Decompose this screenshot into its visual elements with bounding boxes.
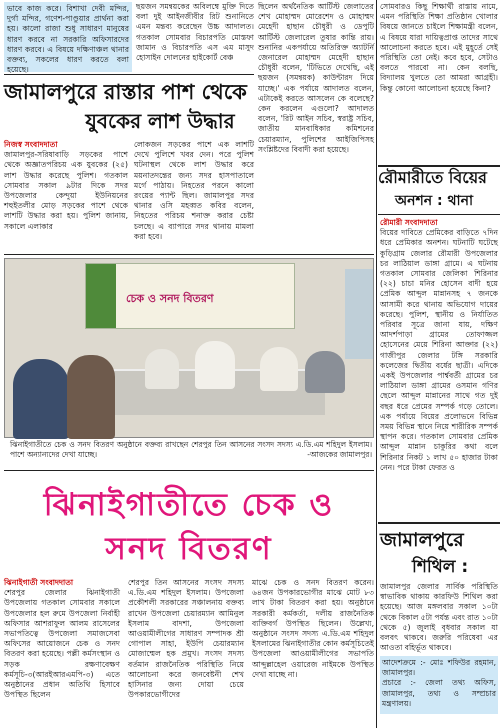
person <box>260 347 298 391</box>
far-right-notice <box>380 656 498 714</box>
person <box>67 355 115 439</box>
divider <box>378 522 500 524</box>
caption-text: ঝিনাইগাতীতে চেক ও সনদ বিতরণ অনুষ্ঠানে বক্তব্য রাখছেন শেরপুর তিন আসনের সংসদ সদস্য এ.ডি.এম শহিদুল ইসলাম। পাশে অন্যান্যদের দেখা যাচ্ছে। <box>10 440 372 459</box>
divider <box>378 165 500 167</box>
check-story-col-1 <box>4 578 120 724</box>
event-photo <box>4 258 374 438</box>
divider <box>4 470 374 471</box>
check-headline-line-1: ঝিনাইগাতীতে চেক ও <box>43 487 335 523</box>
notice-line-1: আদেশক্রমে :- মোঃ শফিউর রহমান, জামালপুর। <box>382 658 496 678</box>
far-right-top-snippet: সোমবারও কিছু শিক্ষার্থী রাস্তায় নামে, এমন পরিস্থিতি শিক্ষা প্রতিষ্ঠান খোলার বিষয়ে জানতে চাইলে শিক্ষামন্ত্রী বলেন, এ বিষয়ে যারা দায়িত্বপ্রাপ্ত তাদের সাথে আলোচনা করতে হবে। এই মুহূর্তে সেই পরিস্থিতি তো নেই। কবে হবে, সেটাও বলতে পারবো না। কেন বলছি, বিদ্যালয় খুলতে তো আমরা আগ্রহী। কিন্তু কোনো আলোচনা হয়েছে কিনা? <box>380 2 498 93</box>
person <box>145 349 179 389</box>
top-mid-snippet: ছয়জন সমন্বয়কের অবিলম্বে মুক্তি দিতে বলা দুই আইনজীবীর রিট শুনানিতে এমন মন্তব্য করেছেন উচ্চ আদালত। গতকাল সোমবার বিচারপতি মোস্তফা জামান ও বিচারপতি এস এম মাসুদ হোসাইন দোলনের হাইকোর্ট বেঞ্চ <box>136 2 254 63</box>
notice-line-2: প্রচারে :- জেলা তথ্য অফিস, জামালপুর, তথ্য ও সম্প্রচার মন্ত্রণালয়। <box>382 678 496 708</box>
road-headline-line-1: জামালপুরে রাস্তার পাশ থেকে <box>4 80 247 104</box>
top-left-snippet: ভাবে কাজ করে। বিশাখা দেবী মন্দির, দুর্গা মন্দির, গণেশ-পাণ্ডুয়ার প্রার্থনা করা হয়। কালো রাজা শুধু সাধারণ মানুষের ধারণ করবে না সরকারি অফিসারদের ধারণ করবে। এ বিষয়ে দক্ষিণাঞ্চল থানার বক্তব্য, সকলের ধারণ করতে বলা হয়েছে। <box>4 2 132 72</box>
road-headline-line-2: যুবকের লাশ উদ্ধার <box>85 109 235 133</box>
divider <box>4 254 374 255</box>
byline: রৌমারী সংবাদদাতা <box>380 218 438 227</box>
banner-title: চেক ও সনদ বিতরণ <box>126 292 214 305</box>
check-headline-line-2: সনদ বিতরণ <box>105 531 273 567</box>
far-right-bottom-headline-1: জামালপুরে <box>380 529 464 551</box>
person <box>13 359 69 439</box>
far-right-bottom-headline-2: শিথিল : <box>412 557 469 577</box>
banner <box>85 263 295 329</box>
top-right-column: ছিলেন অর্থনৈতিক আর্টিস্ট জেলাতের শেখ মোহাম্মদ মোরেশেদ ও মোহাম্মদ মেহেদী হাছান চৌধুরী ও ডেপুটি আর্টিস্ট জেলারেল তুষার কান্তি রায়। শুনানির একপর্যায়ে অতিরিক্ত অ্যাটর্নি জেনারেল মোহাম্মদ মেহেদী হাছান চৌধুরী বলেন, 'টিভিতে দেখেছি, এই ছয়জন (সমন্বয়ক) কাউন্টারদ দিয়ে যাচ্ছে।' এক পর্যায়ে আদালত বলেন, এটাকেই করতে আসলেন কে বলেছে? কেন করলেন এগুলো? আদালত বলেন, 'রিট আইন সচিব, স্বরাষ্ট্র সচিব, জাতীয় মানবাধিকার কমিশনের চেয়ারম্যান, পুলিশের আইজিপিসহ সংশ্লিষ্টদের বিবাদী করা হয়েছে। <box>258 2 374 154</box>
story-text: বিয়ের দাবিতে প্রেমিকের বাড়িতে ৭দিন ধরে প্রেমিকার অনশন। ঘটনাটি ঘটেছে কুড়িগ্রাম জেলার রৌমারী উপজেলার চর লাঠিয়াল ডাঙ্গা গ্রামে। এ ঘটনায় গতকাল সোমবার জেলিকা শিরিনার (২২) চাচা মনির হোসেন বাদী হয়ে প্রেমিক আব্দুল মান্নানসহ ৭ জনকে আসামী করে থানায় অভিযোগ দায়ের করেছে। পুলিশ, স্থানীয় ও নির্যাতিত পরিবার সূত্রে জানা যায়, দক্ষিণ আদর্শপাড়া গ্রামের তোফাজ্জল হোসেনের মেয়ে শিরিনা আক্তার (২২) গাজীপুর জেলার টঙ্গি সরকারি কলেজের দ্বিতীয় বর্ষের ছাত্রী। এদিকে একই উপজেলার পার্শ্ববর্তী গ্রামের চর লাঠিয়াল ডাঙ্গা গ্রামের ওসমান গণির ছেলে আব্দুল মান্নানের সাথে গত দুই বছর ধরে প্রেমের সম্পর্ক গড়ে তোলে। এক পর্যায়ে বিয়ের প্রলোভনে বিভিন্ন সময় বিভিন্ন স্থানে নিয়ে শারীরিক সম্পর্ক স্থাপন করে। গতকাল সোমবার প্রেমিক আব্দুল মান্নান চাকুরির কথা বলে শিরিনার নিকট ১ লাখ ৫০ হাজার টাকা নেন। পরে টাকা ফেরত ও <box>380 228 498 472</box>
story-text: শেরপুর জেলার ঝিনাইগাতী উপজেলায় গতকাল সোমবার সকালে উপজেলার হল রুমে উপজেলা নির্বাহী অফিসার আশরাফুল আলম রাসেলের সভাপতিত্বে উপজেলা সমাজসেবা অফিসের আয়োজনে চেক ও সনদ বিতরণ করা হয়েছে। পল্লী কর্মসংস্থান ও সড়ক রক্ষণাবেক্ষণ কর্মসূচি-৩(আরইআরএমপি-৩) এতে অনুষ্ঠানের প্রধান অতিথি হিসাবে উপস্থিত ছিলেন <box>4 588 120 700</box>
divider <box>4 74 254 75</box>
far-right-headline-1: রৌমারীতে বিয়ের <box>378 168 487 187</box>
far-right-bottom-text: জামালপুর জেলার সার্বিক পরিস্থিতি স্বাভাবিক থাকায় কারফিউ শিথিল করা হয়েছে। আজ মঙ্গলবার সকাল ১০টা থেকে বিকাল ৫টা পর্যন্ত এবং রাত ১০টা থেকে ৫) জুলাই বৃধবার সকাল যা বলবৎ থাকবে। জরুরি পরিষেবা এর আওতা বহির্ভূত থাকবে। <box>380 582 499 653</box>
check-story-col-3: মাঝে চেক ও সনদ বিতরণ করেন। ৬৪জন উপকারভোগীর মাঝে মোট ৮৩ লাখ টাকা বিতরণ করা হয়। অনুষ্ঠানে সরকারী কর্মকর্তা, দলীয় রাজনৈতিক ব্যক্তিবর্গ উপস্থিত ছিলেন। উল্লেখ্য, অনুষ্ঠানে সংসদ সদস্য এ.ডি.এম শহিদুল ইসলামের ঝিনাইগাতীর কোন কর্মসূচিতেই উপজেলা আওয়ামীলীগের সভাপতি আব্দুল্লাহেল ওয়ারেজ নাইমকে উপস্থিত দেখা যাচ্ছে না। <box>252 578 374 679</box>
story-text: জামালপুর-সরিষাবাড়ি সড়কের পাশে থেকে অজ্ঞাতপরিচয় এক যুবকের (২৫) লাশ উদ্ধার করেছে পুলিশ। গতকাল সোমবার সকাল ৯টার দিকে সদর উপজেলার কেন্দুয়া ইউনিয়নের শহুইতলীর মোড় সড়কের পাশে থেকে লাশটি উদ্ধার করা হয়। পুলিশ জানায়, সকালে এলাকার <box>4 150 128 231</box>
banner-accent <box>86 264 116 328</box>
byline: ঝিনাইগাতী সংবাদদাতা <box>4 578 74 587</box>
window <box>345 269 373 359</box>
divider <box>378 214 500 215</box>
road-story-col-2: লোকজন সড়কের পাশে এক লাশটি দেখে পুলিশে খবর দেন। পরে পুলিশ ঘটনাস্থল থেকে লাশ উদ্ধার করে ময়নাতদন্তের জন্য সদর হাসপাতালে মর্গে পাঠায়। নিহতের পরনে কালো রংয়ের প্যান্ট ছিল। জামালপুর সদর থানার ওসি মহব্বত কবির বলেন, নিহতের পরিচয় শনাক্ত করার চেষ্টা চলছে। এ ব্যাপারে সদর থানায় মামলা করা হবে। <box>134 140 254 241</box>
road-story-col-1 <box>4 140 128 252</box>
photo-caption <box>10 440 372 470</box>
person <box>305 351 345 393</box>
person <box>195 341 235 389</box>
far-right-headline-2: অনশন : থানা <box>395 193 474 209</box>
far-right-story <box>380 218 498 518</box>
column-divider <box>376 0 377 728</box>
check-story-col-2: শেরপুর তিন আসনের সংসদ সদস্য এ.ডি.এম শহিদুল ইসলাম। উপজেলা প্রকৌশলী সরকারের সঞ্চালনায় বক্তব্য রাখেন উপজেলা চেয়ারম্যান আমিনুল ইসলাম বাদশা, উপজেলা আওয়ামীলীগের সাধারণ সম্পাদক শ্রী গোপাল সাহা, ইউপি চেয়ারম্যান মোজাম্মেল হক প্রমুখ। সংসদ সদস্য বর্তমান রাজনৈতিক পরিস্থিতি নিয়ে আলোচনা করে জনবেষ্টনী শেখ হাসিনার জন্য দোয়া চেয়ে উপকারভোগীদের <box>128 578 244 700</box>
byline: নিজস্ব সংবাদদাতা <box>4 140 58 149</box>
caption-credit: -আজকের জামালপুর। <box>307 449 372 459</box>
